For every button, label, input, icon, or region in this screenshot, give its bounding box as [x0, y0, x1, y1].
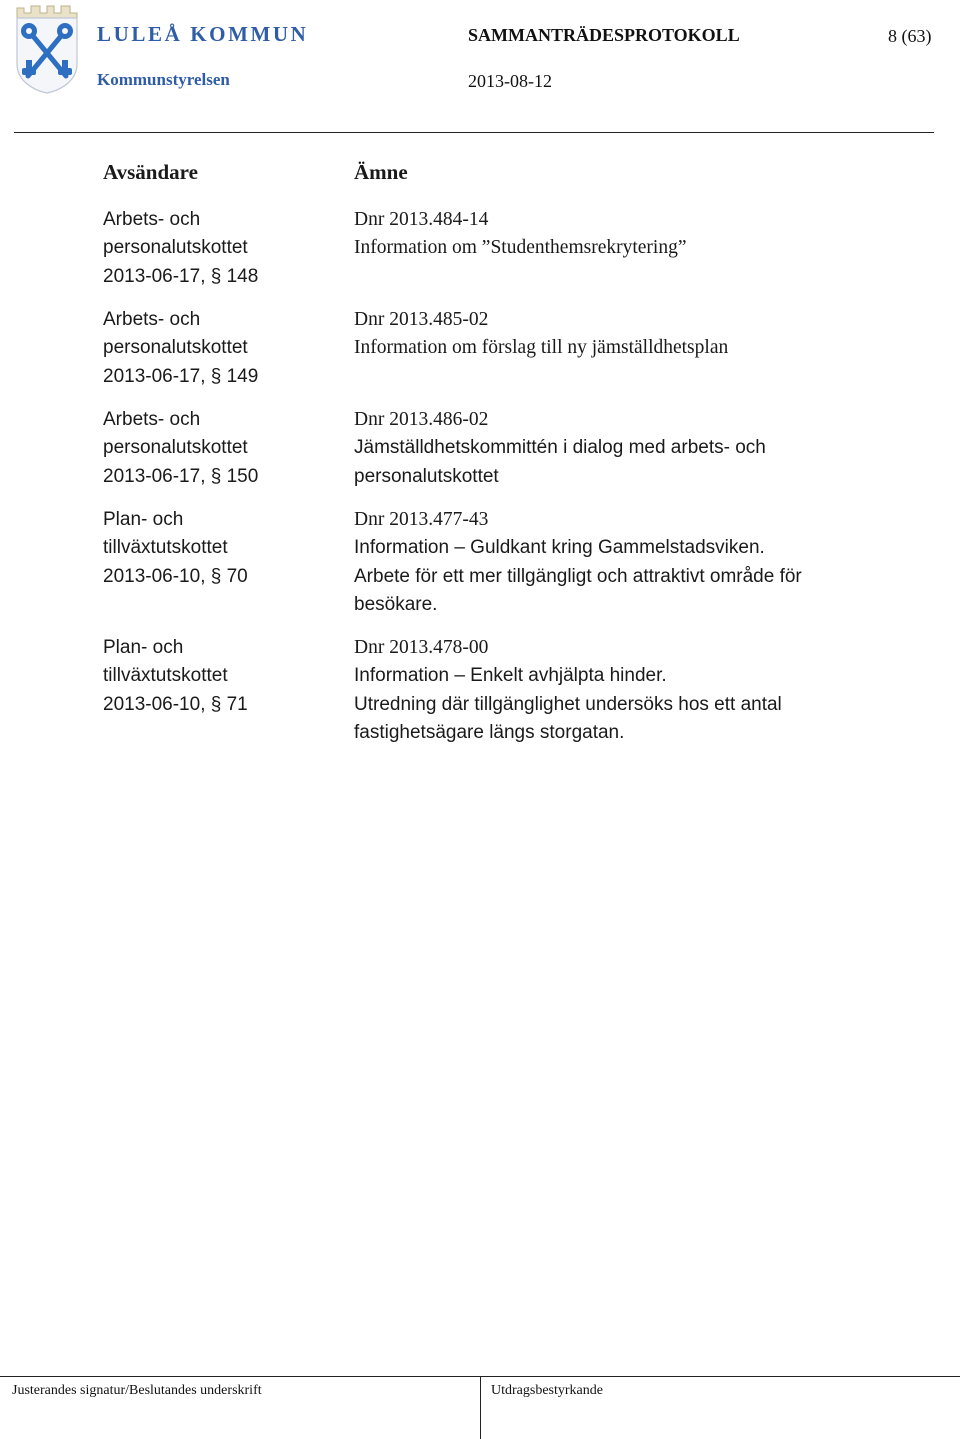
entry-sender: Arbets- och personalutskottet 2013-06-17, § 150 — [103, 409, 259, 487]
entry-subject: Dnr 2013.486-02 Jämställdhetskommittén i dialog med arbets- och personalutskottet — [354, 406, 874, 491]
crest-logo-icon — [14, 4, 80, 94]
organization-unit: Kommunstyrelsen — [97, 70, 230, 89]
entry-sender: Arbets- och personalutskottet 2013-06-17, § 149 — [103, 309, 259, 387]
entry-dnr: Dnr 2013.485-02 — [354, 309, 489, 330]
entry-sender: Arbets- och personalutskottet 2013-06-17, § 148 — [103, 209, 259, 287]
entry-subject: Dnr 2013.478-00 Information – Enkelt avhjälpta hinder. Utredning där tillgänglighet undersöks hos ett antal fastighetsägare längs storgatan. — [354, 634, 874, 747]
entry-sender: Plan- och tillväxtutskottet 2013-06-10, § 71 — [103, 637, 248, 715]
entry-dnr: Dnr 2013.484-14 — [354, 209, 489, 230]
signature-field-label: Justerandes signatur/Beslutandes underskrift — [12, 1383, 262, 1398]
footer-column-divider — [480, 1376, 481, 1439]
subject-column-heading: Ämne — [354, 160, 408, 184]
entry-dnr: Dnr 2013.477-43 — [354, 509, 489, 530]
header-divider — [14, 132, 934, 133]
entry-subject: Dnr 2013.485-02 Information om förslag till ny jämställdhetsplan — [354, 306, 874, 363]
document-type: SAMMANTRÄDESPROTOKOLL — [468, 25, 740, 45]
entry-subject: Dnr 2013.484-14 Information om ”Studenthemsrekrytering” — [354, 206, 874, 263]
certification-field-label: Utdragsbestyrkande — [491, 1383, 603, 1398]
entry-subject: Dnr 2013.477-43 Information – Guldkant kring Gammelstadsviken. Arbete för ett mer tillgängligt och attraktivt område för besökare. — [354, 506, 874, 619]
page-number: 8 (63) — [888, 26, 932, 46]
document-date: 2013-08-12 — [468, 71, 552, 91]
entry-sender: Plan- och tillväxtutskottet 2013-06-10, § 70 — [103, 509, 248, 587]
entry-dnr: Dnr 2013.486-02 — [354, 409, 489, 430]
entry-dnr: Dnr 2013.478-00 — [354, 637, 489, 658]
organization-name: LULEÅ KOMMUN — [97, 22, 309, 46]
sender-column-heading: Avsändare — [103, 160, 198, 184]
